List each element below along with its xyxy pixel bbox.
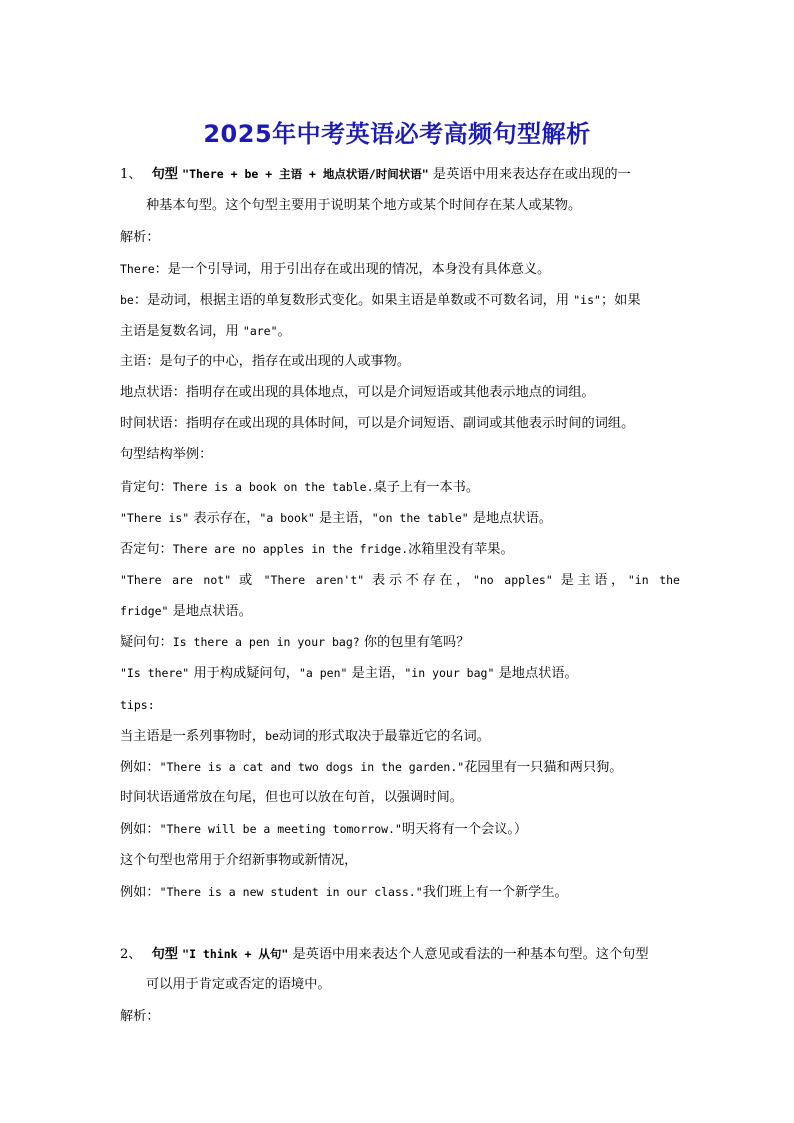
negative-note: "There are not" 或 "There aren't" 表示不存在，"no apples" 是主语，"in the xyxy=(120,573,680,588)
section-number: 2、 xyxy=(120,947,142,962)
tip-2-example: 例如："There will be a meeting tomorrow."明天将有一个会议。） xyxy=(120,822,528,837)
examples-label: 句型结构举例： xyxy=(120,447,213,462)
tip-2: 时间状语通常放在句尾，但也可以放在句首，以强调时间。 xyxy=(120,790,463,805)
section-1-heading-line2: 种基本句型。这个句型主要用于说明某个地方或某个时间存在某人或某物。 xyxy=(146,198,582,213)
there-explanation: There：是一个引导词，用于引出存在或出现的情况，本身没有具体意义。 xyxy=(120,262,551,277)
heading-text: 是英语中用来表达存在或出现的一 xyxy=(432,167,631,182)
negative-example: 否定句：There are no apples in the fridge.冰箱里没有苹果。 xyxy=(120,542,514,557)
question-example: 疑问句：Is there a pen in your bag? 你的包里有笔吗？ xyxy=(120,635,470,650)
tips-label: tips: xyxy=(120,698,155,712)
tip-1-example: 例如："There is a cat and two dogs in the garden."花园里有一只猫和两只狗。 xyxy=(120,760,623,775)
heading-prefix: 句型 xyxy=(151,167,178,182)
section-number: 1、 xyxy=(120,167,142,182)
section-2-analysis-label: 解析： xyxy=(120,1009,160,1024)
section-2-heading xyxy=(120,945,680,964)
negative-note-line2: fridge" 是地点状语。 xyxy=(120,604,252,619)
section-1-heading xyxy=(120,165,680,184)
term-there: There xyxy=(120,262,155,276)
tip-3: 这个句型也常用于介绍新事物或新情况， xyxy=(120,853,358,868)
time-adverbial-explanation: 时间状语：指明存在或出现的具体时间，可以是介词短语、副词或其他表示时间的词组。 xyxy=(120,416,635,431)
tip-1: 当主语是一系列事物时，be动词的形式取决于最靠近它的名词。 xyxy=(120,729,490,744)
be-explanation: be：是动词，根据主语的单复数形式变化。如果主语是单数或不可数名词，用 "is"；如果 xyxy=(120,293,641,308)
analysis-label: 解析： xyxy=(120,230,160,245)
section-2-heading-line2: 可以用于肯定或否定的语境中。 xyxy=(146,977,331,992)
document-title: 2025年中考英语必考高频句型解析 xyxy=(203,120,591,148)
term-be: be xyxy=(120,293,134,307)
heading-prefix: 句型 xyxy=(151,947,178,962)
question-note: "Is there" 用于构成疑问句，"a pen" 是主语，"in your bag" 是地点状语。 xyxy=(120,666,578,681)
sentence-pattern: "I think + 从句" xyxy=(182,947,289,961)
be-explanation-line2: 主语是复数名词，用 "are"。 xyxy=(120,324,291,339)
place-adverbial-explanation: 地点状语：指明存在或出现的具体地点，可以是介词短语或其他表示地点的词组。 xyxy=(120,385,595,400)
heading-text: 是英语中用来表达个人意见或看法的一种基本句型。这个句型 xyxy=(292,947,649,962)
subject-explanation: 主语：是句子的中心，指存在或出现的人或事物。 xyxy=(120,354,411,369)
affirmative-example: 肯定句：There is a book on the table.桌子上有一本书。 xyxy=(120,480,480,495)
tip-3-example: 例如："There is a new student in our class."我们班上有一个新学生。 xyxy=(120,885,568,900)
affirmative-note: "There is" 表示存在，"a book" 是主语，"on the table" 是地点状语。 xyxy=(120,511,552,526)
sentence-pattern: "There + be + 主语 + 地点状语/时间状语" xyxy=(182,167,429,181)
